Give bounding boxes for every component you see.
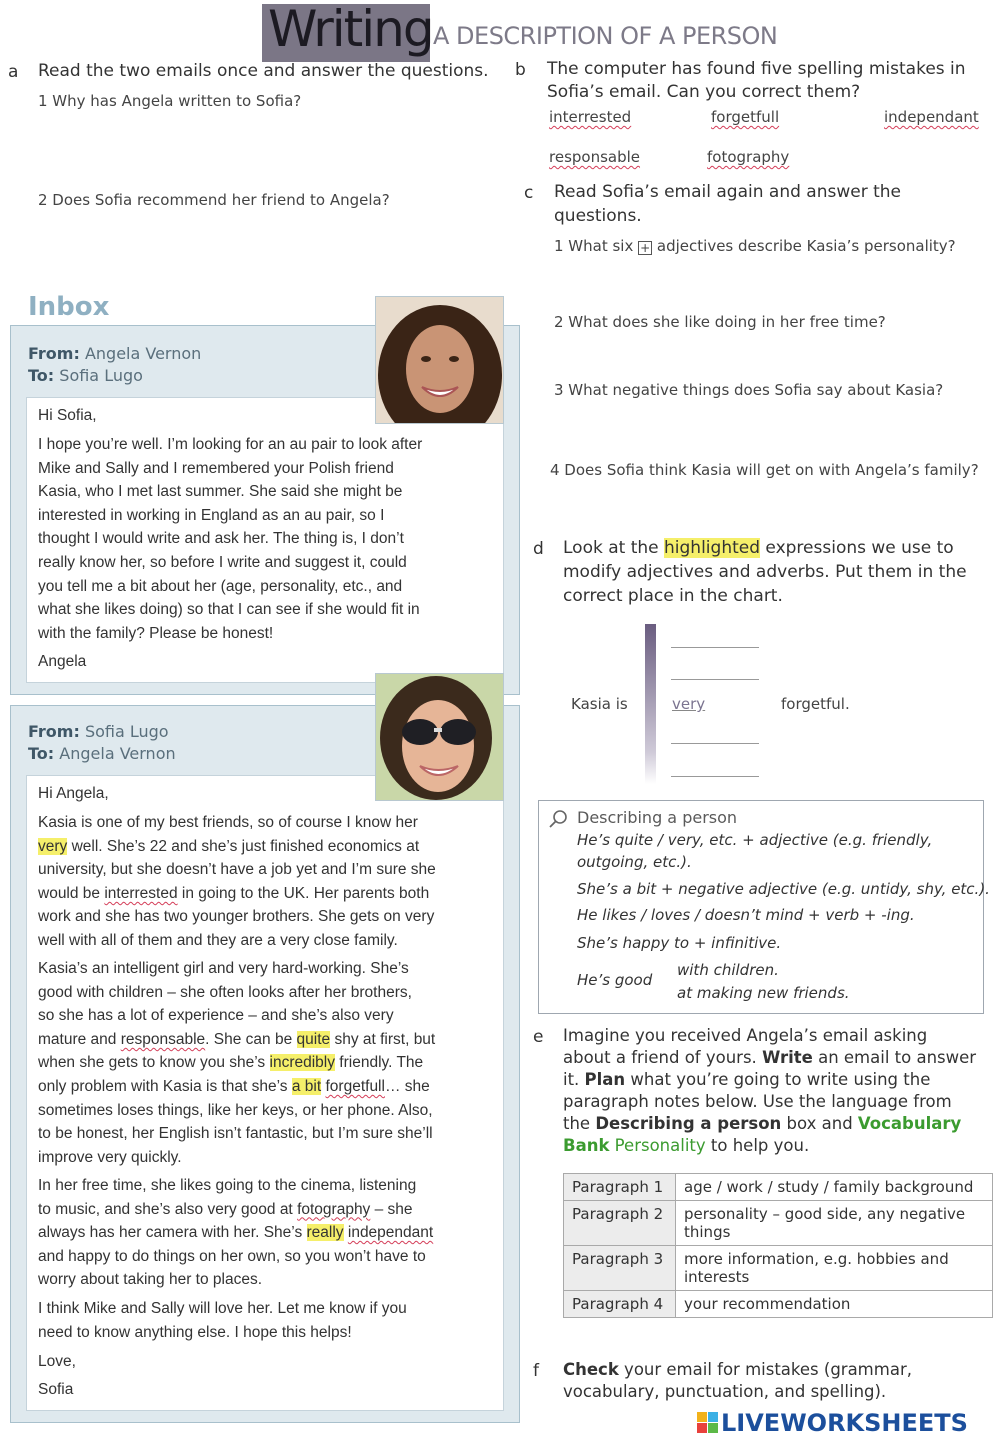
text-run: it. <box>563 1070 585 1089</box>
highlighted-expression: very <box>38 837 68 855</box>
email-1-greeting: Hi Sofia, <box>38 407 97 424</box>
describing-rule: with children. <box>677 961 779 979</box>
text-run: expressions we use to <box>760 538 954 558</box>
instruction-line <box>563 1113 976 1135</box>
email-2-body <box>26 775 504 1411</box>
text-run: when she gets to know you she’s <box>38 1054 270 1072</box>
describing-box-title: Describing a person <box>577 808 738 827</box>
answer-blank[interactable] <box>671 647 759 648</box>
email-line: what she likes doing) so that I can see if she would fit in <box>38 601 420 619</box>
section-a-instruction: Read the two emails once and answer the questions. <box>38 61 489 81</box>
section-c-question-1 <box>554 237 956 255</box>
instruction-line: paragraph notes below. Use the language from <box>563 1092 952 1111</box>
section-a-question-1: 1 Why has Angela written to Sofia? <box>38 92 302 110</box>
sender-name: Sofia Lugo <box>84 722 169 741</box>
section-c-question-1-start: 1 What six <box>554 237 634 255</box>
highlighted-expression: quite <box>296 1030 331 1048</box>
answer-blank[interactable] <box>671 679 759 680</box>
text-run: an email to answer <box>812 1048 977 1067</box>
paragraph-note: more information, e.g. hobbies and interests <box>676 1246 993 1291</box>
email-line: need to know anything else. I hope this helps! <box>38 1323 352 1341</box>
section-d-instruction-line-3: correct place in the chart. <box>563 586 783 606</box>
text-run: Plan <box>584 1070 626 1089</box>
text-run: always has her camera with her. She’s <box>38 1224 307 1242</box>
instruction-line: vocabulary, punctuation, and spelling). <box>563 1382 887 1401</box>
section-f-instruction <box>563 1359 912 1403</box>
text-run: in going to the UK. Her parents both <box>177 884 430 902</box>
email-line <box>38 882 503 906</box>
section-c-question-4: 4 Does Sofia think Kasia will get on with Angela’s family? <box>550 461 979 479</box>
misspelled-word: fotography <box>707 148 790 166</box>
email-line <box>38 1028 503 1052</box>
section-d-instruction-line-1 <box>563 537 954 560</box>
email-line <box>38 835 503 859</box>
section-c-instruction-line-1: Read Sofia’s email again and answer the <box>554 182 902 202</box>
table-row <box>564 1174 993 1201</box>
section-d-letter: d <box>533 539 544 559</box>
paragraph-label: Paragraph 3 <box>564 1246 676 1291</box>
email-2-to <box>28 744 176 763</box>
highlighted-word: highlighted <box>664 538 761 558</box>
email-line: to be honest, her English isn’t fantastic, but I’m sure she’ll <box>38 1125 433 1143</box>
chart-subject: Kasia is <box>571 695 628 713</box>
email-line: you tell me a bit about her (age, personality, etc., and <box>38 577 403 595</box>
paragraph-note: your recommendation <box>676 1291 993 1318</box>
describing-rule: at making new friends. <box>677 984 850 1002</box>
email-2-paragraph-2 <box>38 957 503 1169</box>
email-2-paragraph-1 <box>38 811 503 953</box>
paragraph-note: age / work / study / family background <box>676 1174 993 1201</box>
email-line: well with all of them and they are a very close family. <box>38 931 398 949</box>
section-c-question-1-end: adjectives describe Kasia’s personality? <box>656 237 956 255</box>
instruction-line <box>563 1359 912 1381</box>
instruction-line <box>563 1069 976 1091</box>
describing-rule: She’s a bit + negative adjective (e.g. untidy, shy, etc.). <box>577 880 990 898</box>
highlighted-expression: a bit <box>291 1077 322 1095</box>
email-1-signature: Angela <box>38 653 87 670</box>
paragraph-note: personality – good side, any negative things <box>676 1201 993 1246</box>
highlighted-expression: incredibly <box>269 1054 335 1072</box>
text-run: Check <box>563 1360 619 1379</box>
recipient-name: Sofia Lugo <box>59 366 143 385</box>
email-2-greeting: Hi Angela, <box>38 785 109 802</box>
text-run: about a friend of yours. <box>563 1048 763 1067</box>
misspelled-word: forgetfull <box>711 108 780 126</box>
spelling-mistake: responsable <box>120 1030 206 1048</box>
describing-rule: She’s happy to + infinitive. <box>577 934 782 952</box>
email-1-body <box>26 397 504 683</box>
email-line <box>38 1221 503 1245</box>
section-b-instruction-line-1: The computer has found five spelling mistakes in <box>547 59 966 79</box>
misspelled-word: interrested <box>549 108 632 126</box>
email-1-from <box>28 344 201 363</box>
section-f-letter: f <box>533 1361 539 1381</box>
email-line <box>38 1198 503 1222</box>
email-2-signature: Sofia <box>38 1381 74 1398</box>
section-c-question-3: 3 What negative things does Sofia say about Kasia? <box>554 381 944 399</box>
email-line: work and she has two younger brothers. She gets on very <box>38 908 435 926</box>
email-1-text <box>38 433 503 645</box>
describing-rule: He likes / loves / doesn’t mind + verb + -ing. <box>577 906 915 924</box>
email-line: Mike and Sally and I remembered your Polish friend <box>38 459 394 477</box>
text-run: only problem with Kasia is that she’s <box>38 1077 292 1095</box>
email-2-from <box>28 722 169 741</box>
section-c-instruction-line-2: questions. <box>554 206 642 226</box>
text-run: the <box>563 1114 596 1133</box>
section-b-instruction-line-2: Sofia’s email. Can you correct them? <box>547 82 861 102</box>
misspelled-word: independant <box>884 108 979 126</box>
page-subtitle: A DESCRIPTION OF A PERSON <box>433 22 778 50</box>
email-line: and happy to do things on her own, so you won’t have to <box>38 1247 426 1265</box>
email-line: good with children – she often looks after her brothers, <box>38 983 412 1001</box>
text-run: – she <box>370 1200 413 1218</box>
text-run: Write <box>762 1048 813 1067</box>
email-line: with the family? Please be honest! <box>38 624 274 642</box>
answer-blank[interactable] <box>671 776 759 777</box>
angela-photo <box>375 296 504 424</box>
text-run: … she <box>384 1077 430 1095</box>
paragraph-label: Paragraph 2 <box>564 1201 676 1246</box>
text-run: to music, and she’s also very good at <box>38 1200 298 1218</box>
answer-blank[interactable] <box>671 743 759 744</box>
email-2-paragraph-3 <box>38 1174 503 1292</box>
liveworksheets-logo-icon <box>697 1410 719 1441</box>
section-a-letter: a <box>8 62 19 82</box>
table-row <box>564 1291 993 1318</box>
email-2-paragraph-4 <box>38 1297 503 1344</box>
recipient-name: Angela Vernon <box>59 744 176 763</box>
email-line: Kasia is one of my best friends, so of course I know her <box>38 814 418 831</box>
email-2-closing: Love, <box>38 1353 76 1370</box>
spelling-mistake: forgetfull <box>325 1077 385 1095</box>
text-run: shy at first, but <box>330 1030 436 1048</box>
email-line: really know her, so before I write and suggest it, could <box>38 553 407 571</box>
text-run: box and <box>781 1114 858 1133</box>
from-label: From: <box>28 344 80 363</box>
misspelled-word: responsable <box>549 148 641 166</box>
instruction-line: Imagine you received Angela’s email asking <box>563 1026 928 1045</box>
vocabulary-link: Vocabulary <box>857 1114 962 1133</box>
paragraph-plan-table <box>563 1173 993 1318</box>
spelling-mistake: interrested <box>104 884 178 902</box>
intensity-bar <box>645 624 656 784</box>
email-line: In her free time, she likes going to the cinema, listening <box>38 1177 417 1194</box>
magnifier-icon <box>548 809 568 834</box>
text-run: . She can be <box>205 1030 297 1048</box>
text-run: Describing a person <box>595 1114 782 1133</box>
to-label: To: <box>28 744 55 763</box>
plus-icon: + <box>640 241 651 255</box>
text-run: to help you. <box>705 1136 810 1155</box>
describing-rule: outgoing, etc.). <box>577 853 692 871</box>
spelling-mistake: independant <box>347 1224 434 1242</box>
email-line: worry about taking her to places. <box>38 1271 263 1289</box>
text-run: mature and <box>38 1030 121 1048</box>
email-line: Kasia’s an intelligent girl and very hard-working. She’s <box>38 960 409 977</box>
email-line: sometimes loses things, like her keys, or her phone. Also, <box>38 1101 433 1119</box>
text-run: well. She’s 22 and she’s just finished economics at <box>67 837 420 855</box>
instruction-line <box>563 1047 976 1069</box>
inbox-label: Inbox <box>28 292 110 322</box>
highlighted-expression: really <box>306 1224 344 1242</box>
spelling-mistake: fotography <box>297 1200 371 1218</box>
email-line: I hope you’re well. I’m looking for an au pair to look after <box>38 436 423 453</box>
sender-name: Angela Vernon <box>84 344 202 363</box>
table-row <box>564 1246 993 1291</box>
text-run: friendly. The <box>334 1054 424 1072</box>
email-line: university, but she doesn’t have a job yet and I’m sure she <box>38 861 436 879</box>
sofia-photo <box>375 673 504 801</box>
email-line: interested in working in England as an au pair, so I <box>38 506 385 524</box>
chart-adjective: forgetful. <box>781 695 850 713</box>
email-line: I think Mike and Sally will love her. Let me know if you <box>38 1300 407 1317</box>
email-line: so she has a lot of experience – and she’s also very <box>38 1007 394 1025</box>
section-c-question-2: 2 What does she like doing in her free time? <box>554 313 886 331</box>
liveworksheets-logo: LIVEWORKSHEETS <box>721 1409 968 1437</box>
section-c-letter: c <box>524 183 534 203</box>
describing-rule: He’s good <box>577 971 653 989</box>
email-line: thought I would write and ask her. The thing is, I don’t <box>38 530 404 548</box>
section-d-instruction-line-2: modify adjectives and adverbs. Put them in the <box>563 562 967 582</box>
table-row <box>564 1201 993 1246</box>
text-run: Look at the <box>563 538 665 558</box>
chart-example-word: very <box>672 695 706 713</box>
paragraph-label: Paragraph 4 <box>564 1291 676 1318</box>
text-run: would be <box>38 884 105 902</box>
paragraph-label: Paragraph 1 <box>564 1174 676 1201</box>
section-b-letter: b <box>515 60 526 80</box>
email-line <box>38 1075 503 1099</box>
vocabulary-link: Bank <box>563 1136 610 1155</box>
email-line: Kasia, who I met last summer. She said she might be <box>38 483 403 501</box>
text-run: your email for mistakes (grammar, <box>618 1360 912 1379</box>
email-line <box>38 1051 503 1075</box>
section-e-letter: e <box>533 1027 544 1047</box>
to-label: To: <box>28 366 55 385</box>
describing-rule: He’s quite / very, etc. + adjective (e.g. friendly, <box>577 831 933 849</box>
text-run: what you’re going to write using the <box>625 1070 931 1089</box>
section-e-instruction <box>563 1025 976 1157</box>
section-a-question-2: 2 Does Sofia recommend her friend to Angela? <box>38 191 390 209</box>
email-1-to <box>28 366 143 385</box>
instruction-line <box>563 1135 976 1157</box>
from-label: From: <box>28 722 80 741</box>
email-line: improve very quickly. <box>38 1148 182 1166</box>
vocabulary-link: Personality <box>609 1136 706 1155</box>
page-title: Writing <box>268 0 433 58</box>
